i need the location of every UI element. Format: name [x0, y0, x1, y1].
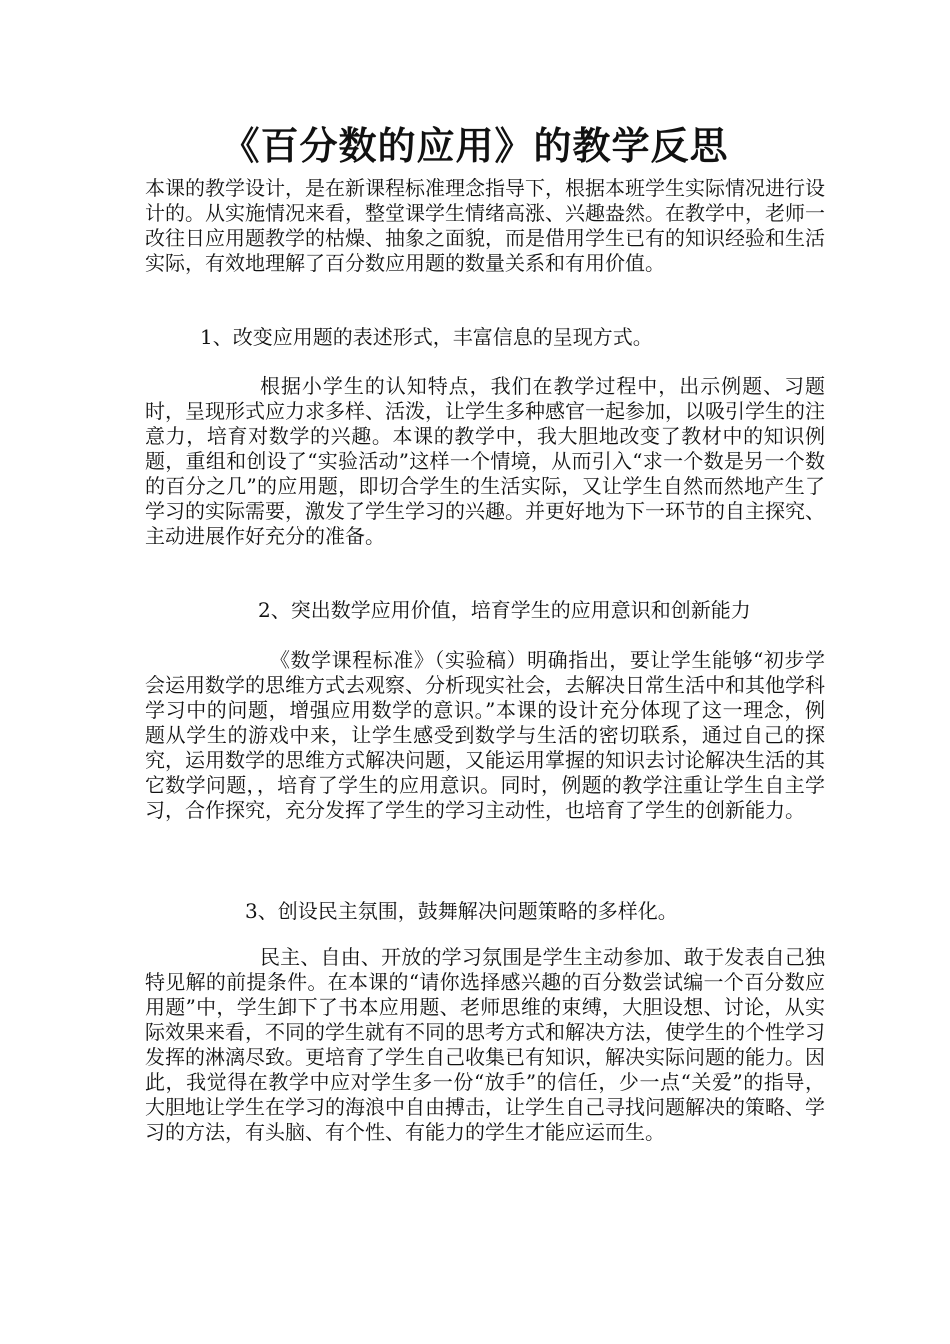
section-3-heading: 3、创设民主氛围，鼓舞解决问题策略的多样化。 [245, 899, 678, 923]
intro-paragraph: 本课的教学设计，是在新课程标准理念指导下，根据本班学生实际情况进行设计的。从实施情况来看，整堂课学生情绪高涨、兴趣盎然。在教学中，老师一改往日应用题教学的枯燥、抽象之面貌，而是借用学生已有的知识经验和生活实际，有效地理解了百分数应用题的数量关系和有用价值。 [145, 176, 825, 275]
section-1-body: 根据小学生的认知特点，我们在教学过程中，出示例题、习题时，呈现形式应力求多样、活泼，让学生多种感官一起参加，以吸引学生的注意力，培育对数学的兴趣。本课的教学中，我大胆地改变了教材中的知识例题，重组和创设了“实验活动”这样一个情境，从而引入“求一个数是另一个数的百分之几”的应用题，即切合学生的生活实际，又让学生自然而然地产生了学习的实际需要，激发了学生学习的兴趣。并更好地为下一环节的自主探究、主动进展作好充分的准备。 [145, 374, 825, 548]
section-1-heading: 1、改变应用题的表述形式，丰富信息的呈现方式。 [200, 325, 653, 349]
section-2-body: 《数学课程标准》（实验稿）明确指出，要让学生能够“初步学会运用数学的思维方式去观察、分析现实社会，去解决日常生活中和其他学科学习中的问题，增强应用数学的意识。”本课的设计充分体现了这一理念，例题从学生的游戏中来，让学生感受到数学与生活的密切联系，通过自己的探究，运用数学的思维方式解决问题，又能运用掌握的知识去讨论解决生活的其它数学问题，，培育了学生的应用意识。同时，例题的教学注重让学生自主学习，合作探究，充分发挥了学生的学习主动性，也培育了学生的创新能力。 [145, 648, 825, 822]
document-title: 《百分数的应用》的教学反思 [221, 123, 729, 168]
section-2-heading: 2、突出数学应用价值，培育学生的应用意识和创新能力 [258, 598, 751, 622]
section-3-body: 民主、自由、开放的学习氛围是学生主动参加、敢于发表自己独特见解的前提条件。在本课的“请你选择感兴趣的百分数尝试编一个百分数应用题”中，学生卸下了书本应用题、老师思维的束缚，大胆设想、讨论，从实际效果来看，不同的学生就有不同的思考方式和解决方法，使学生的个性学习发挥的淋漓尽致。更培育了学生自己收集已有知识，解决实际问题的能力。因此，我觉得在教学中应对学生多一份“放手”的信任，少一点“关爱”的指导，大胆地让学生在学习的海浪中自由搏击，让学生自己寻找问题解决的策略、学习的方法，有头脑、有个性、有能力的学生才能应运而生。 [145, 945, 825, 1144]
